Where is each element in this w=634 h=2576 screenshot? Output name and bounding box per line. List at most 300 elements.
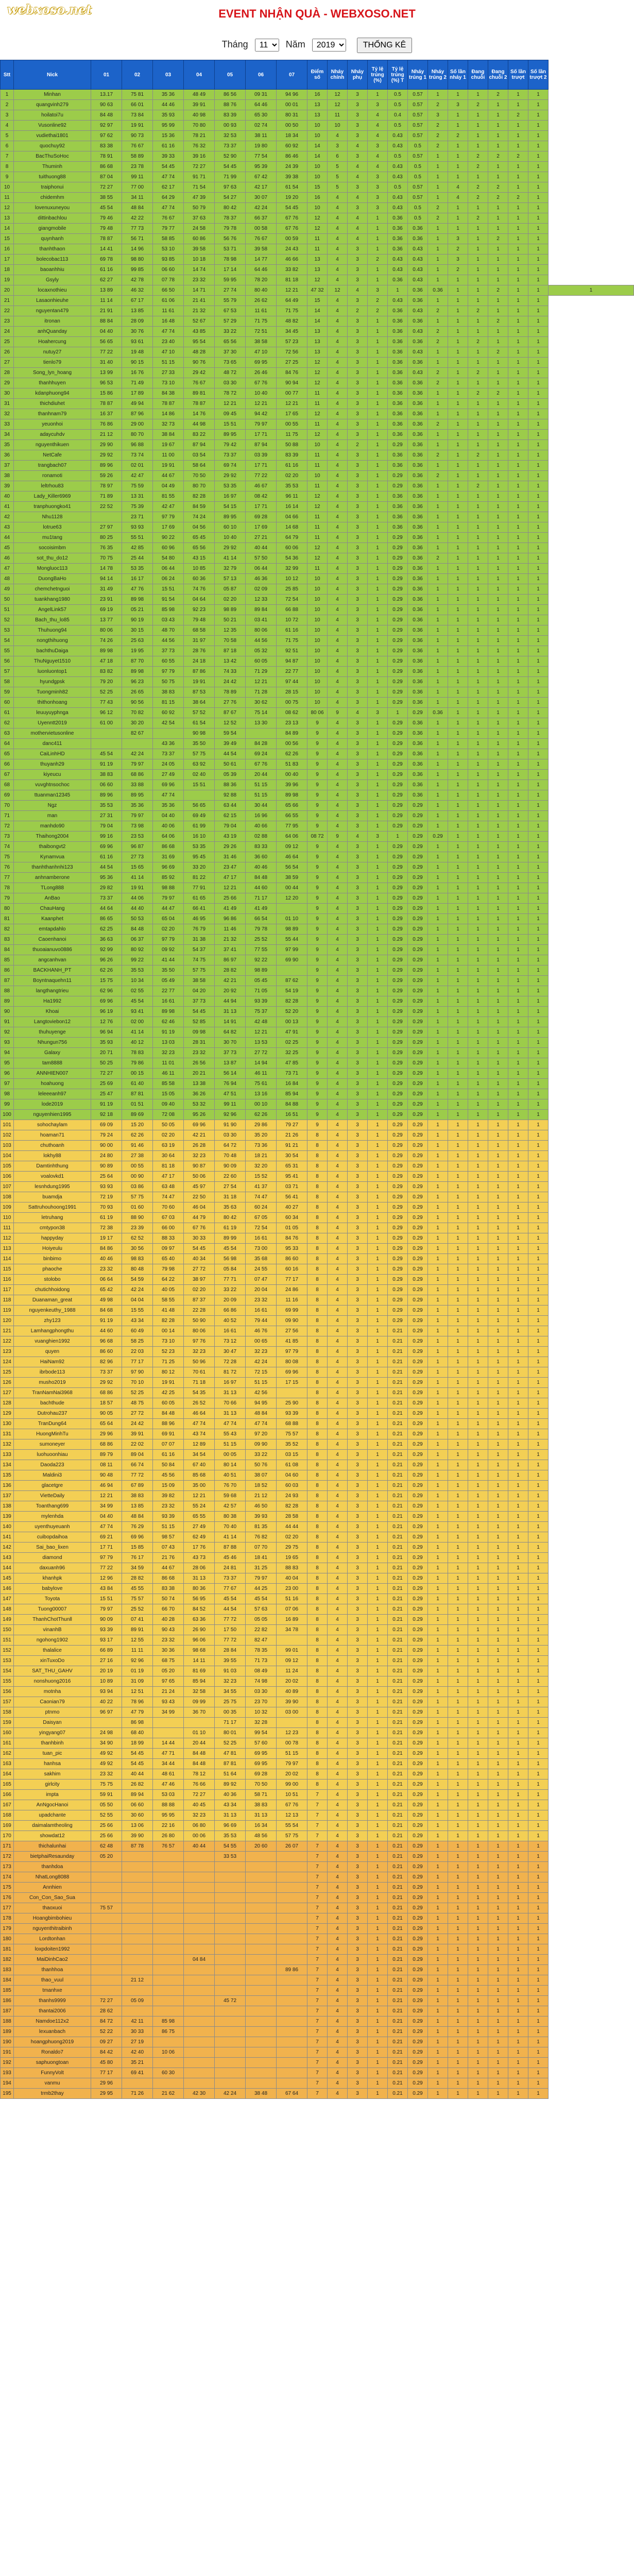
nick-cell[interactable]: leuuyuyphnga	[14, 708, 91, 718]
nick-cell[interactable]: thao_vuul	[14, 1975, 91, 1986]
nick-cell[interactable]: traiphonui	[14, 182, 91, 193]
nick-cell[interactable]: phaoche	[14, 1264, 91, 1275]
rank-cell: 59	[1, 687, 14, 698]
nick-cell[interactable]: voalovkd1	[14, 1172, 91, 1182]
nick-cell[interactable]: thuoaianuvo0886	[14, 945, 91, 955]
stat-cell: 1	[448, 1666, 468, 1676]
nick-cell[interactable]: thanhbinh	[14, 1738, 91, 1749]
nick-cell[interactable]: yeuonhoi	[14, 419, 91, 430]
nick-cell[interactable]: tam8888	[14, 1058, 91, 1069]
nick-cell[interactable]: Sattruhouhoong1991	[14, 1202, 91, 1213]
nick-cell[interactable]: thuhuyenge	[14, 1027, 91, 1038]
nick-cell[interactable]: emtapdahlo	[14, 924, 91, 935]
nick-cell[interactable]: Tuong00007	[14, 1604, 91, 1615]
rank-cell: 151	[1, 1635, 14, 1646]
nick-cell[interactable]: thanhthanhnhi123	[14, 862, 91, 873]
nick-cell[interactable]: Kaanphet	[14, 914, 91, 924]
day-pick-cell: 44 98	[184, 419, 215, 430]
nick-cell[interactable]: danc411	[14, 739, 91, 749]
nick-cell[interactable]: Nhungun756	[14, 1038, 91, 1048]
day-pick-cell: 69 96	[184, 1120, 215, 1130]
stat-cell: 0.21	[388, 1965, 408, 1975]
nick-cell[interactable]: quangvinh279	[14, 100, 91, 110]
nick-cell[interactable]: Tuongminh82	[14, 687, 91, 698]
nick-cell[interactable]: Thaihong2004	[14, 832, 91, 842]
stat-cell: 1	[528, 2058, 549, 2068]
nick-cell[interactable]: quyen	[14, 1347, 91, 1357]
nick-cell[interactable]: nguyenkeuthy_1988	[14, 1306, 91, 1316]
stat-cell: 1	[428, 605, 448, 615]
nick-cell[interactable]: Namdoe112x2	[14, 2016, 91, 2027]
day-pick-cell: 34 44	[153, 1759, 184, 1769]
stat-cell: 1	[508, 924, 528, 935]
nick-cell[interactable]: luonluontop1	[14, 667, 91, 677]
nick-cell[interactable]: hoaman71	[14, 1130, 91, 1141]
day-pick-cell: 27 31	[91, 811, 122, 821]
day-pick-cell: 51 64	[215, 1769, 246, 1780]
stat-cell: 1	[488, 1986, 508, 1996]
nick-cell[interactable]: zhy123	[14, 1316, 91, 1326]
nick-cell[interactable]: vuvghtnsochoc	[14, 780, 91, 790]
day-pick-cell: 56 65	[184, 801, 215, 811]
nick-cell[interactable]: girlcity	[14, 1780, 91, 1790]
nick-cell[interactable]: chidemhm	[14, 193, 91, 203]
day-pick-cell: 04 20	[184, 986, 215, 996]
nick-cell[interactable]: sot_thu_do12	[14, 553, 91, 564]
nick-cell[interactable]: daxuanh96	[14, 1563, 91, 1573]
nick-cell[interactable]: Ngz	[14, 801, 91, 811]
stat-cell: 1	[428, 1439, 448, 1450]
stat-cell: 1	[428, 1378, 448, 1388]
stat-cell: 0.43	[388, 131, 408, 141]
day-pick-cell: 92 99	[91, 945, 122, 955]
day-pick-cell: 16 37	[91, 409, 122, 419]
day-pick-cell: 60 06	[277, 543, 307, 553]
nick-cell[interactable]: vuanghien1992	[14, 1336, 91, 1347]
stat-cell: 1	[428, 193, 448, 203]
nick-cell[interactable]: quynhanh	[14, 234, 91, 244]
stat-cell: 1	[528, 636, 549, 646]
stat-cell: 1	[468, 1285, 488, 1295]
nick-cell[interactable]: adaycuhdv	[14, 430, 91, 440]
nick-cell[interactable]: nguyenhien1995	[14, 1110, 91, 1120]
nick-cell[interactable]: ptnmo	[14, 1707, 91, 1718]
nick-cell[interactable]: bolecobac113	[14, 255, 91, 265]
nick-cell[interactable]: lesnhdung1995	[14, 1182, 91, 1192]
stat-cell: 1	[528, 1367, 549, 1378]
nick-cell[interactable]: happyday	[14, 1233, 91, 1244]
nick-cell[interactable]: Damtinhthung	[14, 1161, 91, 1172]
nick-cell[interactable]: showdat12	[14, 1831, 91, 1841]
day-pick-cell: 70 80	[184, 121, 215, 131]
day-pick-cell: 28 62	[91, 2006, 122, 2016]
nick-cell[interactable]: Caoenhanoi	[14, 935, 91, 945]
nick-cell[interactable]: itronan	[14, 316, 91, 327]
nick-cell[interactable]: ThuNguyet1510	[14, 656, 91, 667]
nick-cell[interactable]: upadchante	[14, 1810, 91, 1821]
stat-cell: 4	[328, 492, 348, 502]
nick-cell[interactable]: TranDung64	[14, 1419, 91, 1429]
nick-cell[interactable]: bachthuDaiga	[14, 646, 91, 656]
nick-cell[interactable]: tuithuong88	[14, 172, 91, 182]
nick-cell[interactable]: Bach_thu_lo85	[14, 615, 91, 625]
rank-cell: 13	[1, 213, 14, 224]
nick-cell[interactable]: thaibongvt2	[14, 842, 91, 852]
nick-cell[interactable]: luohuoonhiau	[14, 1450, 91, 1460]
nick-cell[interactable]: vinanhB	[14, 1625, 91, 1635]
nick-cell[interactable]: saphuongtoan	[14, 2058, 91, 2068]
nick-cell[interactable]: AngelLink57	[14, 605, 91, 615]
day-pick-cell: 00 40	[277, 770, 307, 780]
nick-cell[interactable]: Galaxy	[14, 1048, 91, 1058]
site-logo[interactable]: webxoso.net	[7, 2, 92, 17]
stats-button[interactable]: THỐNG KÊ	[357, 38, 413, 53]
nick-cell[interactable]: Uyenntt2019	[14, 718, 91, 728]
nick-cell[interactable]: nongthihuong	[14, 636, 91, 646]
nick-cell[interactable]: Hoiyeulu	[14, 1244, 91, 1254]
stat-cell: 1	[448, 1944, 468, 1955]
nick-cell[interactable]: Hoangbimbohieu	[14, 1913, 91, 1924]
stat-cell: 7	[307, 1986, 328, 1996]
nick-cell[interactable]: dittinbachlou	[14, 213, 91, 224]
nick-cell[interactable]: FunnyVolt	[14, 2068, 91, 2078]
rank-cell: 119	[1, 1306, 14, 1316]
nick-cell[interactable]: thichdiuhet	[14, 399, 91, 409]
nick-cell[interactable]: ngohong1902	[14, 1635, 91, 1646]
nick-cell[interactable]: diamond	[14, 1553, 91, 1563]
nick-cell[interactable]: Ronaldo7	[14, 2047, 91, 2058]
nick-cell[interactable]: tuan_pic	[14, 1749, 91, 1759]
nick-cell[interactable]: sohochaylam	[14, 1120, 91, 1130]
table-row	[1, 430, 634, 440]
stat-cell: 1	[508, 461, 528, 471]
day-pick-cell	[91, 1893, 122, 1903]
table-row	[1, 2037, 634, 2047]
stat-cell: 1	[468, 1810, 488, 1821]
nick-cell[interactable]: thichalunhai	[14, 1841, 91, 1852]
stat-cell: 1	[428, 2027, 448, 2037]
nick-cell[interactable]: SAT_THU_GAHV	[14, 1666, 91, 1676]
stat-cell: 1	[488, 502, 508, 512]
day-pick-cell	[91, 1872, 122, 1883]
nick-cell[interactable]: thanhs9999	[14, 1996, 91, 2006]
day-pick-cell: 00 10	[246, 1099, 277, 1110]
nick-cell[interactable]: HuongMinhTu	[14, 1429, 91, 1439]
nick-cell[interactable]: cuibopdaihoa	[14, 1532, 91, 1543]
stat-cell: 1	[368, 522, 388, 533]
day-pick-cell: 06 80	[184, 1821, 215, 1831]
stat-cell: 1	[368, 2058, 388, 2068]
nick-cell[interactable]: langthangtrieu	[14, 986, 91, 996]
nick-cell[interactable]: anhQuanday	[14, 327, 91, 337]
nick-cell[interactable]: chemchetnguoi	[14, 584, 91, 595]
nick-cell[interactable]: Gsyly	[14, 275, 91, 285]
nick-cell[interactable]: AnNgocHanoi	[14, 1800, 91, 1810]
nick-cell[interactable]: khanhpk	[14, 1573, 91, 1584]
nick-cell[interactable]: TranNamNai3968	[14, 1388, 91, 1398]
nick-cell[interactable]: NetCafe	[14, 450, 91, 461]
year-select[interactable]	[312, 39, 346, 52]
nick-cell[interactable]: angcanhvan	[14, 955, 91, 965]
nick-cell[interactable]: HaiNam92	[14, 1357, 91, 1367]
stat-cell: 2	[468, 100, 488, 110]
nick-cell[interactable]: Vusonline92	[14, 121, 91, 131]
nick-cell[interactable]: tienlo79	[14, 358, 91, 368]
rank-cell: 14	[1, 224, 14, 234]
day-pick-cell: 08 62	[277, 708, 307, 718]
nick-cell[interactable]: thanhhoa	[14, 1965, 91, 1975]
stat-cell: 1	[468, 1182, 488, 1192]
nick-cell[interactable]: Minhan	[14, 90, 91, 100]
nick-cell[interactable]: Nhu1128	[14, 512, 91, 522]
stat-cell: 0.21	[388, 1388, 408, 1398]
nick-cell[interactable]: hoangphuong2019	[14, 2037, 91, 2047]
day-pick-cell: 44 64	[91, 904, 122, 914]
nick-cell[interactable]: sumoneyer	[14, 1439, 91, 1450]
day-pick-cell: 54 35	[184, 1388, 215, 1398]
nick-cell[interactable]: BACKHANH_PT	[14, 965, 91, 976]
day-pick-cell: 68 86	[91, 1388, 122, 1398]
nick-cell[interactable]: nguyenthitraibinh	[14, 1924, 91, 1934]
nick-cell[interactable]: lotrue63	[14, 522, 91, 533]
stat-cell: 1	[448, 914, 468, 924]
nick-cell[interactable]: Lady_Killer6969	[14, 492, 91, 502]
nick-cell[interactable]: Dutrohau237	[14, 1409, 91, 1419]
stat-cell: 0.29	[408, 1800, 428, 1810]
nick-cell[interactable]: Annhien	[14, 1883, 91, 1893]
nick-cell[interactable]: ttuanman12345	[14, 790, 91, 801]
nick-cell[interactable]: tmanhxe	[14, 1986, 91, 1996]
nick-cell[interactable]: thanhdoa	[14, 1862, 91, 1872]
nick-cell[interactable]: glacetgre	[14, 1481, 91, 1491]
nick-cell[interactable]: buamdja	[14, 1192, 91, 1202]
stat-cell: 0.29	[388, 1007, 408, 1017]
stat-cell: 1	[368, 1532, 388, 1543]
nick-cell[interactable]: Hoahercung	[14, 337, 91, 347]
nick-cell[interactable]: socoisimbm	[14, 543, 91, 553]
stat-cell: 0.21	[388, 1460, 408, 1470]
nick-cell[interactable]: leltrhou83	[14, 481, 91, 492]
nick-cell[interactable]: letruhang	[14, 1213, 91, 1223]
nick-cell[interactable]: thaoxuoi	[14, 1903, 91, 1913]
nick-cell[interactable]: NhatLong8088	[14, 1872, 91, 1883]
nick-cell[interactable]: Sai_bao_lixen	[14, 1543, 91, 1553]
nick-cell[interactable]: mylenhda	[14, 1512, 91, 1522]
nick-cell[interactable]: thanhnam79	[14, 409, 91, 419]
nick-cell[interactable]: thithonhoang	[14, 698, 91, 708]
nick-cell[interactable]: CaiLinhHD	[14, 749, 91, 759]
stat-cell: 1	[368, 1244, 388, 1254]
nick-cell[interactable]: stolobo	[14, 1275, 91, 1285]
nick-cell[interactable]: nguyenthikuen	[14, 440, 91, 450]
nick-cell[interactable]: chuthoanh	[14, 1141, 91, 1151]
nick-cell[interactable]: thuyanh29	[14, 759, 91, 770]
stat-cell: 1	[448, 935, 468, 945]
nick-cell[interactable]: quochuy92	[14, 141, 91, 151]
nick-cell[interactable]: DuongBaHo	[14, 574, 91, 584]
day-pick-cell	[153, 1893, 184, 1903]
day-pick-cell: 52 25	[122, 1388, 153, 1398]
nick-cell[interactable]: lokhy88	[14, 1151, 91, 1161]
stat-cell: 1	[448, 1996, 468, 2006]
nick-cell[interactable]: Maldini3	[14, 1470, 91, 1481]
month-select[interactable]	[255, 39, 279, 52]
stat-cell: 3	[348, 100, 368, 110]
nick-cell[interactable]: Song_lyn_hoang	[14, 368, 91, 378]
nick-cell[interactable]: nguyentan479	[14, 306, 91, 316]
day-pick-cell	[215, 1862, 246, 1872]
day-pick-cell: 89 81	[184, 388, 215, 399]
nick-cell[interactable]: Langtoviebon12	[14, 1017, 91, 1027]
nick-cell[interactable]: TLong888	[14, 883, 91, 893]
stat-cell: 3	[348, 399, 368, 409]
nick-cell[interactable]: Thuhuong94	[14, 625, 91, 636]
nick-cell[interactable]: thantai2006	[14, 2006, 91, 2016]
nick-cell[interactable]: motnha	[14, 1687, 91, 1697]
nick-cell[interactable]: kdanphuong94	[14, 388, 91, 399]
nick-cell[interactable]: man	[14, 811, 91, 821]
stat-cell: 1	[528, 595, 549, 605]
nick-cell[interactable]: Mongluoc113	[14, 564, 91, 574]
nick-cell[interactable]: Kynamvua	[14, 852, 91, 862]
day-pick-cell: 15 51	[215, 419, 246, 430]
nick-cell[interactable]: lode2019	[14, 1099, 91, 1110]
nick-cell[interactable]: xinTuxoDo	[14, 1656, 91, 1666]
stat-cell: 1	[508, 1563, 528, 1573]
nick-cell[interactable]: Lamhangphongthu	[14, 1326, 91, 1336]
nick-cell[interactable]: lovenuxuneyou	[14, 203, 91, 213]
nick-cell[interactable]: Thuminh	[14, 162, 91, 172]
nick-cell[interactable]: Boyntnaquehn11	[14, 976, 91, 986]
day-pick-cell	[184, 2047, 215, 2058]
nick-cell[interactable]: hoilatoi7u	[14, 110, 91, 121]
stat-cell: 0.21	[388, 1821, 408, 1831]
nick-cell[interactable]: Con_Con_Sao_Sua	[14, 1893, 91, 1903]
nick-cell[interactable]: Duanaman_great	[14, 1295, 91, 1306]
nick-cell[interactable]: uyenthuyeuanh	[14, 1522, 91, 1532]
nick-cell[interactable]: ThanhChotThunll	[14, 1615, 91, 1625]
stat-cell: 1	[528, 121, 549, 131]
nick-cell[interactable]: bachthude	[14, 1398, 91, 1409]
nick-cell[interactable]: lexuanbach	[14, 2027, 91, 2037]
nick-cell[interactable]: Toanthang699	[14, 1501, 91, 1512]
stat-cell: 4	[328, 409, 348, 419]
day-pick-cell: 81 18	[277, 275, 307, 285]
nick-cell[interactable]: AnBao	[14, 893, 91, 904]
nick-cell[interactable]: trangbach07	[14, 461, 91, 471]
nick-cell[interactable]: hanhsa	[14, 1759, 91, 1769]
stat-cell: 1	[508, 1089, 528, 1099]
nick-cell[interactable]: Caonian79	[14, 1697, 91, 1707]
nick-cell[interactable]: Ha1992	[14, 996, 91, 1007]
day-pick-cell: 21 32	[184, 306, 215, 316]
nick-cell[interactable]: chutichhoidong	[14, 1285, 91, 1295]
stat-cell: 1	[428, 151, 448, 162]
day-pick-cell: 80 06	[246, 625, 277, 636]
nick-cell[interactable]: hyundgpsk	[14, 677, 91, 687]
day-pick-cell: 14 96	[122, 244, 153, 255]
stat-cell: 1	[368, 1367, 388, 1378]
nick-cell[interactable]: yingyang07	[14, 1728, 91, 1738]
day-pick-cell: 71 75	[277, 636, 307, 646]
nick-cell[interactable]: ibrbode113	[14, 1367, 91, 1378]
nick-cell[interactable]: bietphaiResaunday	[14, 1852, 91, 1862]
nick-cell[interactable]: vanmu	[14, 2078, 91, 2089]
stat-cell: 4	[328, 1800, 348, 1810]
nick-cell[interactable]: BacThuSoHoc	[14, 151, 91, 162]
nick-cell[interactable]: baoanhhiu	[14, 265, 91, 275]
stat-cell: 4	[328, 1038, 348, 1048]
nick-cell[interactable]: vudiethai1801	[14, 131, 91, 141]
nick-cell[interactable]: sakhim	[14, 1769, 91, 1780]
nick-cell[interactable]: daimalamtheoling	[14, 1821, 91, 1831]
stat-cell: 1	[468, 914, 488, 924]
nick-cell[interactable]: thanhthaon	[14, 244, 91, 255]
rank-cell: 179	[1, 1924, 14, 1934]
nick-cell[interactable]: Toyota	[14, 1594, 91, 1604]
nick-cell[interactable]: giangmobile	[14, 224, 91, 234]
nick-cell[interactable]: thanhhuyen	[14, 378, 91, 388]
nick-cell[interactable]: musho2019	[14, 1378, 91, 1388]
day-pick-cell: 49 92	[91, 1759, 122, 1769]
stat-cell: 1	[488, 595, 508, 605]
stat-cell: 1	[508, 677, 528, 687]
day-pick-cell: 04 49	[153, 481, 184, 492]
day-pick-cell	[277, 1924, 307, 1934]
nick-cell[interactable]: nutuy27	[14, 347, 91, 358]
nick-cell[interactable]: kiyeucu	[14, 770, 91, 780]
nick-cell[interactable]: loxpdoiten1992	[14, 1944, 91, 1955]
nick-cell[interactable]: Daoda223	[14, 1460, 91, 1470]
nick-cell[interactable]: impta	[14, 1790, 91, 1800]
nick-cell[interactable]: Daisyan	[14, 1718, 91, 1728]
nick-cell[interactable]: Lordtonhan	[14, 1934, 91, 1944]
stat-cell: 0.5	[408, 141, 428, 151]
nick-cell[interactable]: tranphuongko41	[14, 502, 91, 512]
nick-cell[interactable]: Lasaonhieuhe	[14, 296, 91, 306]
nick-cell[interactable]: anhnamberone	[14, 873, 91, 883]
nick-cell[interactable]: VietteDaily	[14, 1491, 91, 1501]
day-pick-cell: 37 73	[153, 646, 184, 656]
nick-cell[interactable]: binbimo	[14, 1254, 91, 1264]
stat-cell: 1	[508, 419, 528, 430]
nick-cell[interactable]: mu1tang	[14, 533, 91, 543]
nick-cell[interactable]: trmb2thay	[14, 2089, 91, 2099]
rank-cell: 92	[1, 1027, 14, 1038]
nick-cell[interactable]: leleeeanh97	[14, 1089, 91, 1099]
stat-cell: 4	[328, 1316, 348, 1326]
nick-cell[interactable]: locaxnothieu	[14, 285, 91, 296]
nick-cell[interactable]: babylove	[14, 1584, 91, 1594]
nick-cell[interactable]: mothervietusonline	[14, 728, 91, 739]
nick-cell[interactable]: ChauHang	[14, 904, 91, 914]
stat-cell: 1	[428, 430, 448, 440]
nick-cell[interactable]: thalalice	[14, 1646, 91, 1656]
nick-cell[interactable]: nonshuong2016	[14, 1676, 91, 1687]
nick-cell[interactable]: MaiDinhCao2	[14, 1955, 91, 1965]
stat-cell: 3	[348, 1398, 368, 1409]
nick-cell[interactable]: tuankhang1980	[14, 595, 91, 605]
nick-cell[interactable]: ANNHIEN007	[14, 1069, 91, 1079]
nick-cell[interactable]: manhdo90	[14, 821, 91, 832]
nick-cell[interactable]: cmtypon38	[14, 1223, 91, 1233]
nick-cell[interactable]: hoahuong	[14, 1079, 91, 1089]
day-pick-cell: 86 75	[153, 2027, 184, 2037]
stat-cell: 1	[368, 213, 388, 224]
nick-cell[interactable]: Khoai	[14, 1007, 91, 1017]
nick-cell[interactable]: ronamoti	[14, 471, 91, 481]
stat-cell: 1	[488, 1872, 508, 1883]
